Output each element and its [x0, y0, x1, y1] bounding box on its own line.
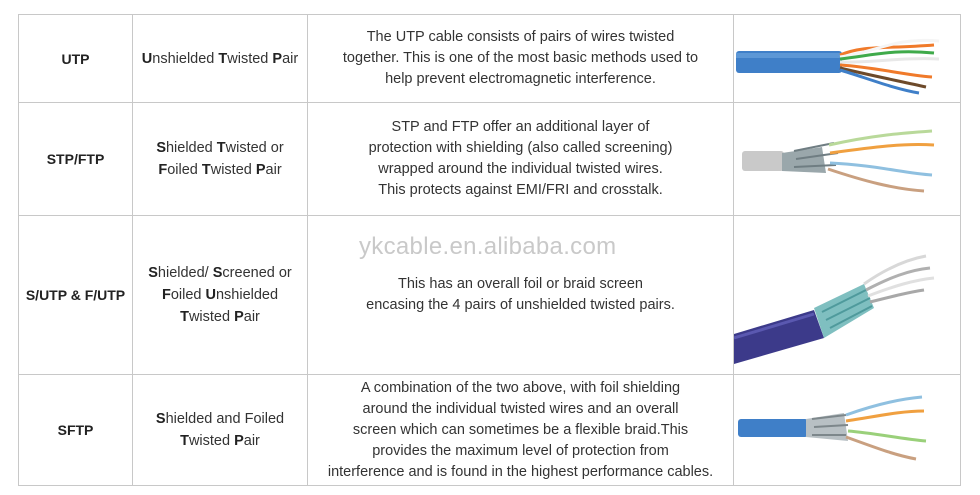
name-fragment: air — [265, 162, 282, 178]
description-line: This has an overall foil or braid screen — [397, 276, 643, 292]
name-fragment: air — [282, 50, 299, 67]
description-line: protection with shielding (also called screening) — [368, 140, 673, 156]
initial-letter: F — [158, 162, 168, 178]
abbreviation-cell: SFTP — [19, 375, 133, 486]
name-fragment: nshielded — [215, 287, 279, 303]
initial-letter: T — [180, 309, 189, 325]
description-line: provides the maximum level of protection from — [372, 442, 669, 459]
full-name-cell — [133, 15, 308, 103]
description-line: together. This is one of the most basic methods used to — [342, 50, 699, 66]
cable-image-cell — [734, 15, 961, 103]
full-name-line — [133, 159, 307, 181]
description-line: wrapped around the individual twisted wires. — [378, 161, 663, 177]
full-name-line — [133, 430, 307, 452]
abbreviation-cell: STP/FTP — [19, 103, 133, 216]
initial-letter: S — [148, 265, 158, 281]
name-fragment: hielded and Foiled — [165, 411, 285, 427]
name-fragment: oiled — [167, 162, 202, 178]
full-name-line — [133, 306, 307, 328]
name-fragment: wisted or — [225, 140, 284, 156]
initial-letter: U — [141, 50, 153, 67]
name-fragment: creened or — [222, 265, 292, 281]
name-fragment: nshielded — [152, 50, 219, 67]
description-line: help prevent electromagnetic interference. — [385, 71, 656, 87]
initial-letter: T — [201, 162, 211, 178]
table-row — [19, 375, 961, 486]
cable-image-cell — [734, 216, 961, 375]
sftp-cable-icon — [734, 375, 961, 485]
description-line: A combination of the two above, with foil shielding — [360, 379, 681, 396]
description-line: interference and is found in the highest performance cables. — [327, 463, 714, 480]
name-fragment: air — [243, 309, 260, 325]
name-fragment: air — [243, 433, 260, 449]
name-fragment: hielded/ — [157, 265, 213, 281]
full-name-line — [133, 408, 307, 430]
cable-image-cell — [734, 375, 961, 486]
initial-letter: T — [216, 140, 226, 156]
full-name-line — [133, 284, 307, 306]
initial-letter: P — [272, 50, 283, 67]
initial-letter: P — [234, 309, 244, 325]
initial-letter: F — [161, 287, 171, 303]
description-line: STP and FTP offer an additional layer of — [391, 119, 650, 135]
name-fragment: oiled — [170, 287, 206, 303]
description-line: This protects against EMI/FRI and crosstalk. — [378, 182, 663, 198]
initial-letter: P — [234, 433, 244, 449]
description-line: screen which can sometimes be a flexible braid.This — [352, 421, 689, 438]
initial-letter: S — [155, 411, 166, 427]
name-fragment: hielded — [165, 140, 217, 156]
table-row — [19, 103, 961, 216]
full-name-line — [133, 48, 307, 70]
initial-letter: U — [205, 287, 216, 303]
cable-image-cell — [734, 103, 961, 216]
watermark-text: ykcable.en.alibaba.com — [359, 233, 617, 260]
description-line: encasing the 4 pairs of unshielded twisted pairs. — [366, 297, 675, 313]
name-fragment: wisted — [188, 433, 235, 449]
full-name-line — [133, 137, 307, 159]
name-fragment: wisted — [188, 309, 235, 325]
abbreviation-cell: UTP — [19, 15, 133, 103]
sutp-cable-icon — [734, 216, 961, 374]
description-cell — [308, 375, 734, 486]
full-name-cell — [133, 216, 308, 375]
initial-letter: S — [156, 140, 166, 156]
full-name-line — [133, 262, 307, 284]
initial-letter: S — [212, 265, 223, 281]
description-line: The UTP cable consists of pairs of wires twisted — [366, 29, 675, 45]
name-fragment: wisted — [227, 50, 273, 67]
utp-cable-icon — [734, 15, 961, 102]
initial-letter: T — [180, 433, 189, 449]
initial-letter: P — [255, 162, 266, 178]
description-cell — [308, 15, 734, 103]
name-fragment: wisted — [210, 162, 256, 178]
initial-letter: T — [218, 50, 228, 67]
table-row — [19, 15, 961, 103]
full-name-cell — [133, 375, 308, 486]
full-name-cell — [133, 103, 308, 216]
description-cell — [308, 103, 734, 216]
abbreviation-cell: S/UTP & F/UTP — [19, 216, 133, 375]
description-line: around the individual twisted wires and an overall — [362, 400, 679, 417]
stp-cable-icon — [734, 103, 961, 215]
